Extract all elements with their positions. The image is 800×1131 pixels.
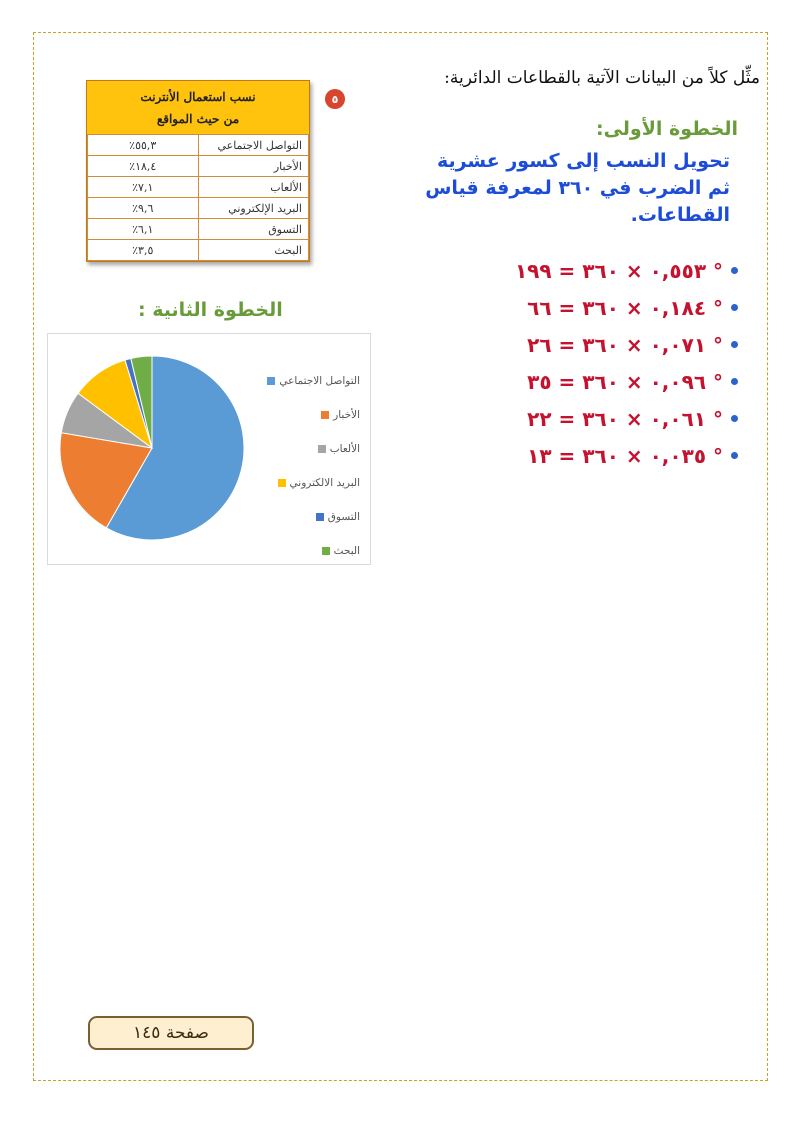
calculation-item — [515, 437, 738, 474]
data-table — [87, 134, 309, 261]
legend-item — [267, 364, 360, 398]
table-row — [88, 177, 309, 198]
bullet-icon — [731, 267, 738, 274]
row-value: ٩,٦٪ — [88, 198, 199, 219]
row-label: البريد الإلكتروني — [198, 198, 309, 219]
row-label: التواصل الاجتماعي — [198, 135, 309, 156]
legend-swatch — [318, 445, 326, 453]
legend-item — [267, 466, 360, 500]
row-value: ٣,٥٪ — [88, 240, 199, 261]
calculation-item — [515, 400, 738, 437]
table-title: نسب استعمال الأنترنت — [140, 90, 256, 104]
legend-label: البحث — [333, 545, 360, 557]
legend-label: البريد الالكتروني — [289, 477, 360, 489]
legend-swatch — [267, 377, 275, 385]
row-value: ١٨,٤٪ — [88, 156, 199, 177]
step1-body: تحويل النسب إلى كسور عشرية ثم الضرب في ٣٦٠ لمعرفة قياس القطاعات. — [425, 150, 730, 226]
calculation-text: ٠,٠٣٥ × ٣٦٠ = ١٣ ° — [527, 443, 723, 468]
table-row — [88, 156, 309, 177]
table-row — [88, 219, 309, 240]
row-value: ٦,١٪ — [88, 219, 199, 240]
row-value: ٥٥,٣٪ — [88, 135, 199, 156]
calculation-item — [515, 252, 738, 289]
legend-label: الألعاب — [329, 443, 360, 455]
row-label: الأخبار — [198, 156, 309, 177]
chart-legend — [267, 364, 360, 568]
row-label: البحث — [198, 240, 309, 261]
row-label: التسوق — [198, 219, 309, 240]
legend-item — [267, 398, 360, 432]
legend-item — [267, 500, 360, 534]
table-subtitle: من حيث المواقع — [156, 112, 240, 126]
bullet-icon — [731, 341, 738, 348]
bullet-icon — [731, 452, 738, 459]
question-text: مثِّل كلاً من البيانات الآتية بالقطاعات الدائرية: — [444, 68, 760, 88]
calculation-text: ٠,٠٩٦ × ٣٦٠ = ٣٥ ° — [527, 369, 723, 394]
bullet-icon — [731, 378, 738, 385]
pie-chart-svg — [48, 334, 248, 566]
table-row — [88, 135, 309, 156]
calculation-text: ٠,٠٦١ × ٣٦٠ = ٢٢ ° — [527, 406, 723, 431]
legend-label: التسوق — [327, 511, 360, 523]
legend-swatch — [322, 547, 330, 555]
step1-heading: الخطوة الأولى: — [595, 118, 738, 140]
bullet-icon — [731, 415, 738, 422]
calculation-text: ٠,١٨٤ × ٣٦٠ = ٦٦ ° — [527, 295, 723, 320]
table-row — [88, 198, 309, 219]
calculation-item — [515, 289, 738, 326]
question-number-badge: ٥ — [325, 89, 345, 109]
legend-swatch — [321, 411, 329, 419]
step2-heading: الخطوة الثانية : — [138, 299, 283, 321]
table-header — [87, 81, 309, 134]
internet-usage-table — [86, 80, 310, 262]
row-value: ٧,١٪ — [88, 177, 199, 198]
row-label: الألعاب — [198, 177, 309, 198]
pie-chart — [47, 333, 371, 565]
bullet-icon — [731, 304, 738, 311]
legend-item — [267, 432, 360, 466]
calculation-list — [515, 252, 738, 474]
legend-swatch — [316, 513, 324, 521]
calculation-text: ٠,٠٧١ × ٣٦٠ = ٢٦ ° — [527, 332, 723, 357]
legend-label: التواصل الاجتماعي — [279, 375, 360, 387]
legend-item — [267, 534, 360, 568]
legend-swatch — [278, 479, 286, 487]
calculation-text: ٠,٥٥٣ × ٣٦٠ = ١٩٩ ° — [514, 258, 723, 283]
calculation-item — [515, 326, 738, 363]
legend-label: الأخبار — [333, 409, 360, 421]
page-number: صفحة ١٤٥ — [88, 1016, 254, 1050]
table-row — [88, 240, 309, 261]
calculation-item — [515, 363, 738, 400]
